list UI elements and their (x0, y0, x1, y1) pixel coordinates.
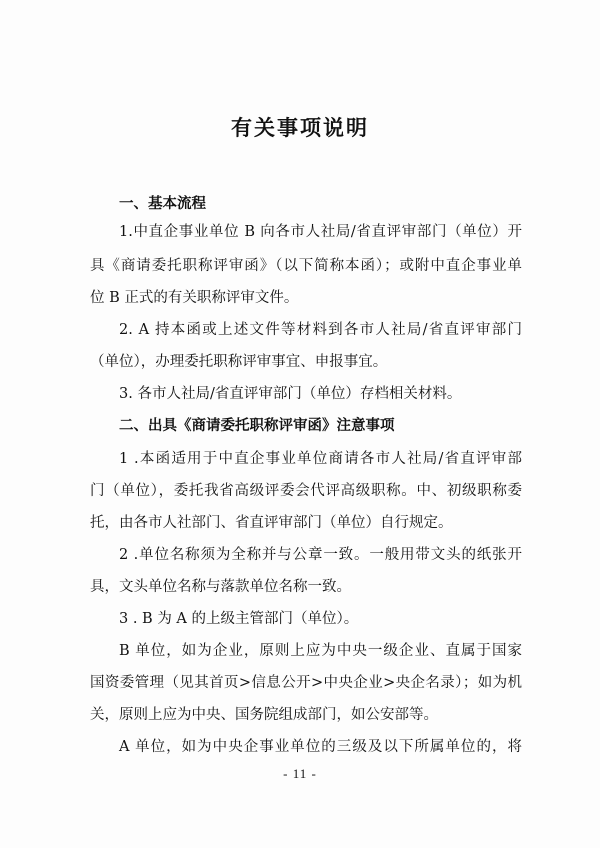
paragraph-line: 关，原则上应为中央、国务院组成部门，如公安部等。 (90, 707, 438, 723)
paragraph-line: 2 .单位名称须为全称并与公章一致。一般用带文头的纸张开 (119, 547, 522, 563)
paragraph-line: （单位），办理委托职称评审事宜、申报事宜。 (90, 354, 388, 370)
paragraph-line: 具《商请委托职称评审函》（以下简称本函）；或附中直企事业单 (90, 258, 522, 274)
paragraph-line: B 单位，如为企业，原则上应为中央一级企业、直属于国家 (119, 643, 522, 659)
section-heading-notes: 二、出具《商请委托职称评审函》注意事项 (119, 417, 395, 434)
paragraph-line: 国资委管理（见其首页>信息公开>中央企业>央企名录）；如为机 (90, 675, 522, 691)
paragraph-line: 2. A 持本函或上述文件等材料到各市人社局/省直评审部门 (119, 322, 522, 338)
paragraph-line: 3. 各市人社局/省直评审部门（单位）存档相关材料。 (119, 386, 462, 402)
paragraph-line: 托，由各市人社部门、省直评审部门（单位）自行规定。 (90, 515, 453, 531)
paragraph-line: 门（单位），委托我省高级评委会代评高级职称。中、初级职称委 (90, 483, 522, 499)
paragraph-line: 具，文头单位名称与落款单位名称一致。 (90, 579, 351, 595)
paragraph-line: A 单位，如为中央企事业单位的三级及以下所属单位的，将 (119, 739, 522, 755)
paragraph-line: 1.中直企事业单位 B 向各市人社局/省直评审部门（单位）开 (119, 224, 522, 240)
paragraph-line: 1 .本函适用于中直企事业单位商请各市人社局/省直评审部 (119, 451, 522, 467)
paragraph-line: 位 B 正式的有关职称评审文件。 (90, 290, 299, 306)
paragraph-line: 3 . B 为 A 的上级主管部门（单位）。 (119, 611, 359, 627)
section-heading-basic-process: 一、基本流程 (119, 195, 206, 212)
page-title: 有关事项说明 (231, 115, 369, 140)
page-number: - 11 - (283, 766, 317, 781)
